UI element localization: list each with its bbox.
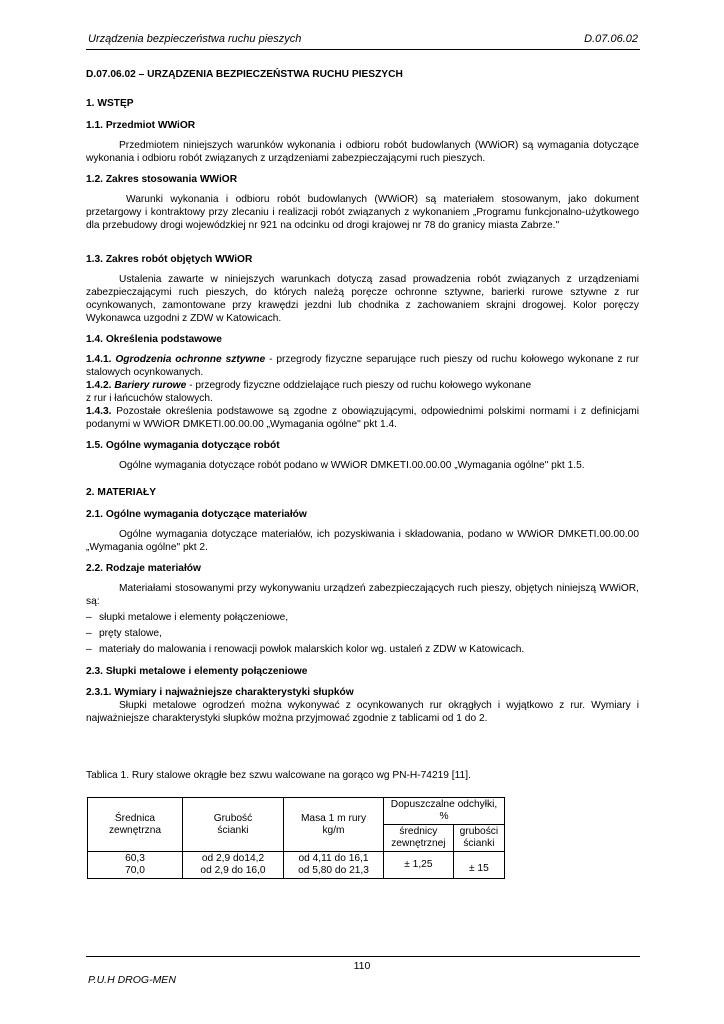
cell-masa-r2: od 5,80 do 21,3 — [298, 865, 369, 876]
section-1-3-text: Ustalenia zawarte w niniejszych warunkach dotyczą zasad prowadzenia robót związanych z urządzeniami zabezpieczającymi ruch pieszych, do których należą poręcze ochronne sztywne, barierki rurowe sztywne z rur ocynkowanych, zamontowane przy krawędzi jezdni lub chodnika z zachowaniem skrajni drogowej. Kolor poręczy Wykonawca uzgodni z ZDW w Katowicach. — [86, 274, 639, 324]
table-1 — [87, 797, 505, 879]
section-1-4-heading: 1.4. Określenia podstawowe — [86, 334, 222, 345]
subheader-srednicy-line1: średnicy — [399, 826, 438, 837]
section-2-2-heading: 2.2. Rodzaje materiałów — [86, 563, 201, 574]
cell-srednica-r2: 70,0 — [125, 865, 145, 876]
header-cell-grubosc — [183, 798, 284, 852]
cell-grubosc-r1: od 2,9 do14,2 — [201, 853, 265, 864]
definition-1-4-1-text: - przegrody fizyczne separujące ruch pieszy od ruchu kołowego wykonane z rur stalowych ocynkowanych. — [86, 354, 639, 378]
header-grubosc-line2: ścianki — [217, 824, 249, 836]
section-2-3-1-text: Słupki metalowe ogrodzeń można wykonywać z ocynkowanych rur okrągłych i wyjątkowo z rur. Wymiary i najważniejsze charakterystyki słupków można przyjmować zgodnie z tablicami od 1 do 2. — [86, 700, 639, 724]
section-2-heading: 2. MATERIAŁY — [86, 487, 156, 498]
section-2-1-text: Ogólne wymagania dotyczące materiałów, ich pozyskiwania i składowania, podano w WWiOR DMKETI.00.00.00 „Wymagania ogólne" pkt 2. — [86, 529, 639, 553]
section-1-5-heading: 1.5. Ogólne wymagania dotyczące robót — [86, 440, 280, 451]
section-1-2-text: Warunki wykonania i odbioru robót budowlanych (WWiOR) są materiałem stosowanym, jako dokument przetargowy i kontraktowy przy zlecaniu i realizacji robót związanych z wykonaniem „Programu funkcjonalno-użytkowego dla przebudowy drogi wojewódzkiej nr 921 na odcinku od drogi krajowej nr 78 do granicy miasta Zabrze." — [86, 194, 639, 231]
subheader-cell-srednicy — [384, 825, 454, 852]
subheader-cell-grubosci — [453, 825, 504, 852]
definition-1-4-3 — [86, 405, 639, 431]
section-2-1-heading: 2.1. Ogólne wymagania dotyczące materiałów — [86, 509, 307, 520]
document-title: D.07.06.02 – URZĄDZENIA BEZPIECZEŃSTWA RUCHU PIESZYCH — [86, 69, 403, 80]
header-srednica-line1: Średnica — [114, 812, 156, 824]
footer-rule — [86, 956, 640, 957]
header-cell-srednica — [88, 798, 183, 852]
header-masa-line2: kg/m — [322, 824, 345, 836]
section-2-3-1-heading: 2.3.1. Wymiary i najważniejsze charakterystyki słupków — [86, 687, 354, 698]
subheader-srednicy-line2: zewnętrznej — [391, 838, 446, 849]
header-rule — [86, 49, 640, 50]
materials-list-item: – słupki metalowe i elementy połączeniowe, — [86, 611, 639, 624]
subheader-grubosci-line2: ścianki — [463, 838, 495, 849]
cell-srednica-r1: 60,3 — [125, 853, 145, 864]
cell-odchylka-grubosci: ± 15 — [453, 852, 504, 879]
section-1-1-text: Przedmiotem niniejszych warunków wykonania i odbioru robót budowlanych (WWiOR) są wymagania dotyczące wykonania i odbioru robót związanych z urządzeniami zabezpieczającymi ruch pieszych. — [86, 140, 639, 164]
table-1-caption: Tablica 1. Rury stalowe okrągłe bez szwu walcowane na gorąco wg PN-H-74219 [11]. — [86, 770, 471, 781]
footer-company: P.U.H DROG-MEN — [88, 974, 176, 986]
header-srednica-line2: zewnętrzna — [108, 824, 162, 836]
header-doc-code: D.07.06.02 — [584, 33, 638, 45]
section-1-2-heading: 1.2. Zakres stosowania WWiOR — [86, 174, 238, 185]
section-1-1-heading: 1.1. Przedmiot WWiOR — [86, 120, 196, 131]
cell-masa — [284, 852, 384, 879]
definition-1-4-2 — [86, 379, 639, 392]
cell-masa-r1: od 4,11 do 16,1 — [298, 853, 369, 864]
materials-list-item: – materiały do malowania i renowacji powłok malarskich kolor wg. ustaleń z ZDW w Katowicach. — [86, 643, 639, 656]
table-header-row — [88, 798, 505, 825]
table-row — [88, 852, 505, 879]
page-number: 110 — [353, 960, 371, 972]
definition-1-4-2-text-a: - przegrody fizyczne oddzielające ruch pieszy od ruchu kołowego wykonane — [186, 380, 532, 391]
cell-grubosc — [183, 852, 284, 879]
header-masa-line1: Masa 1 m rury — [300, 812, 367, 824]
cell-odchylka-srednicy: ± 1,25 — [384, 852, 454, 879]
cell-srednica — [88, 852, 183, 879]
document-body — [86, 68, 639, 879]
definition-1-4-1-number: 1.4.1. — [86, 354, 112, 365]
materials-list-item: – pręty stalowe, — [86, 627, 639, 640]
header-left-title: Urządzenia bezpieczeństwa ruchu pieszych — [88, 33, 302, 45]
definition-1-4-2-number: 1.4.2. — [86, 380, 112, 391]
header-cell-odchylki: Dopuszczalne odchyłki, % — [384, 798, 505, 825]
section-1-5-text: Ogólne wymagania dotyczące robót podano w WWiOR DMKETI.00.00.00 „Wymagania ogólne" pkt 1.5. — [119, 460, 585, 471]
section-2-2-text: Materiałami stosowanymi przy wykonywaniu urządzeń zabezpieczających ruch pieszy, objętych niniejszą WWiOR, są: — [86, 583, 639, 607]
definition-1-4-1 — [86, 353, 639, 379]
definition-1-4-1-term: Ogrodzenia ochronne sztywne — [115, 354, 266, 365]
definition-1-4-2-term: Bariery rurowe — [114, 380, 187, 391]
definition-1-4-3-number: 1.4.3. — [86, 406, 112, 417]
header-cell-masa — [284, 798, 384, 852]
section-2-3-heading: 2.3. Słupki metalowe i elementy połączeniowe — [86, 666, 308, 677]
definition-1-4-2-continued: z rur i łańcuchów stalowych. — [86, 393, 213, 404]
subheader-grubosci-line1: grubości — [459, 826, 499, 837]
section-1-heading: 1. WSTĘP — [86, 98, 134, 109]
header-grubosc-line1: Grubość — [213, 812, 253, 824]
section-1-3-heading: 1.3. Zakres robót objętych WWiOR — [86, 254, 253, 265]
cell-grubosc-r2: od 2,9 do 16,0 — [200, 865, 266, 876]
definition-1-4-3-text: Pozostałe określenia podstawowe są zgodne z obowiązującymi, odpowiednimi polskimi normami i z definicjami podanymi w WWiOR DMKETI.00.00.00 „Wymagania ogólne" pkt 1.4. — [86, 406, 639, 430]
